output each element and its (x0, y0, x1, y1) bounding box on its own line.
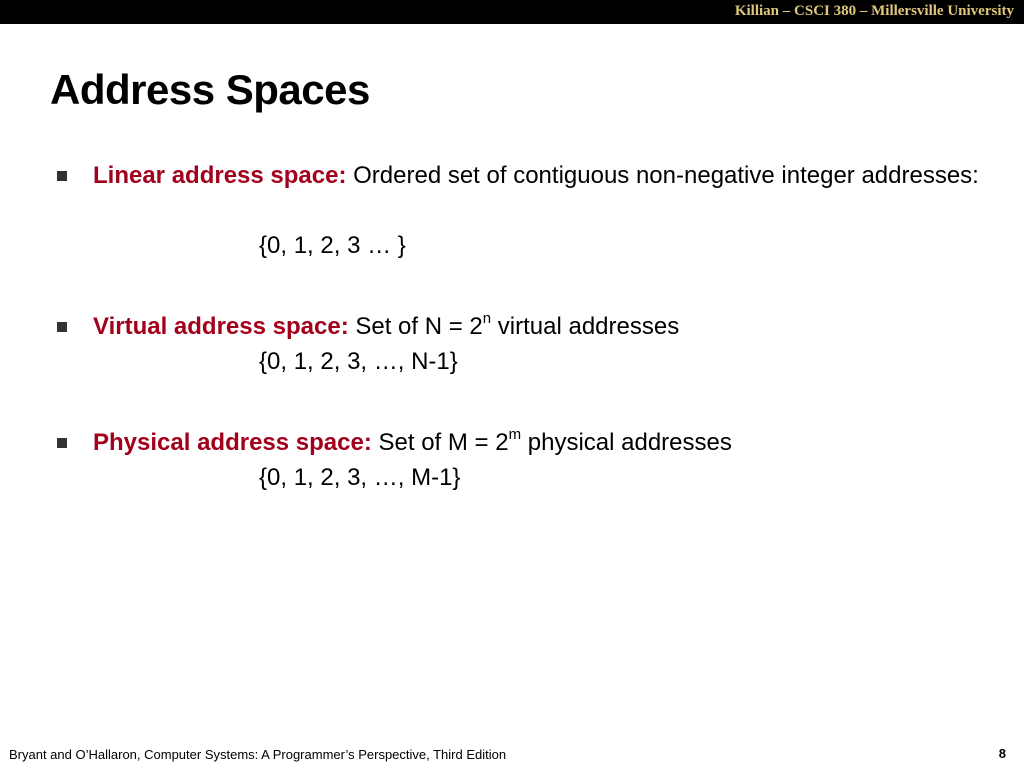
set-linear: {0, 1, 2, 3 … } (259, 232, 406, 259)
set-physical: {0, 1, 2, 3, …, M-1} (259, 464, 461, 491)
header-bar (0, 0, 1024, 24)
bullet-virtual-address-space (93, 309, 993, 344)
description-virtual-prefix: Set of N = 2 (355, 313, 483, 340)
term-virtual: Virtual address space: (93, 313, 349, 340)
bullet-linear-address-space (93, 158, 993, 193)
bullet-square-icon (57, 322, 67, 332)
description-physical-suffix: physical addresses (521, 429, 732, 456)
course-label: Killian – CSCI 380 – Millersville University (734, 3, 1014, 19)
bullet-square-icon (57, 438, 67, 448)
description-virtual-suffix: virtual addresses (491, 313, 680, 340)
description-physical-prefix: Set of M = 2 (378, 429, 509, 456)
bullet-square-icon (57, 171, 67, 181)
description-linear: Ordered set of contiguous non-negative integer addresses: (353, 162, 979, 189)
exponent-n: n (482, 310, 492, 327)
page-number: 8 (998, 746, 1006, 761)
footer-citation: Bryant and O’Hallaron, Computer Systems: A Programmer’s Perspective, Third Edition (9, 747, 507, 762)
bullet-physical-address-space (93, 425, 993, 460)
term-linear: Linear address space: (93, 162, 347, 189)
exponent-m: m (508, 426, 522, 443)
term-physical: Physical address space: (93, 429, 372, 456)
set-virtual: {0, 1, 2, 3, …, N-1} (259, 348, 458, 375)
slide-title: Address Spaces (50, 66, 370, 113)
